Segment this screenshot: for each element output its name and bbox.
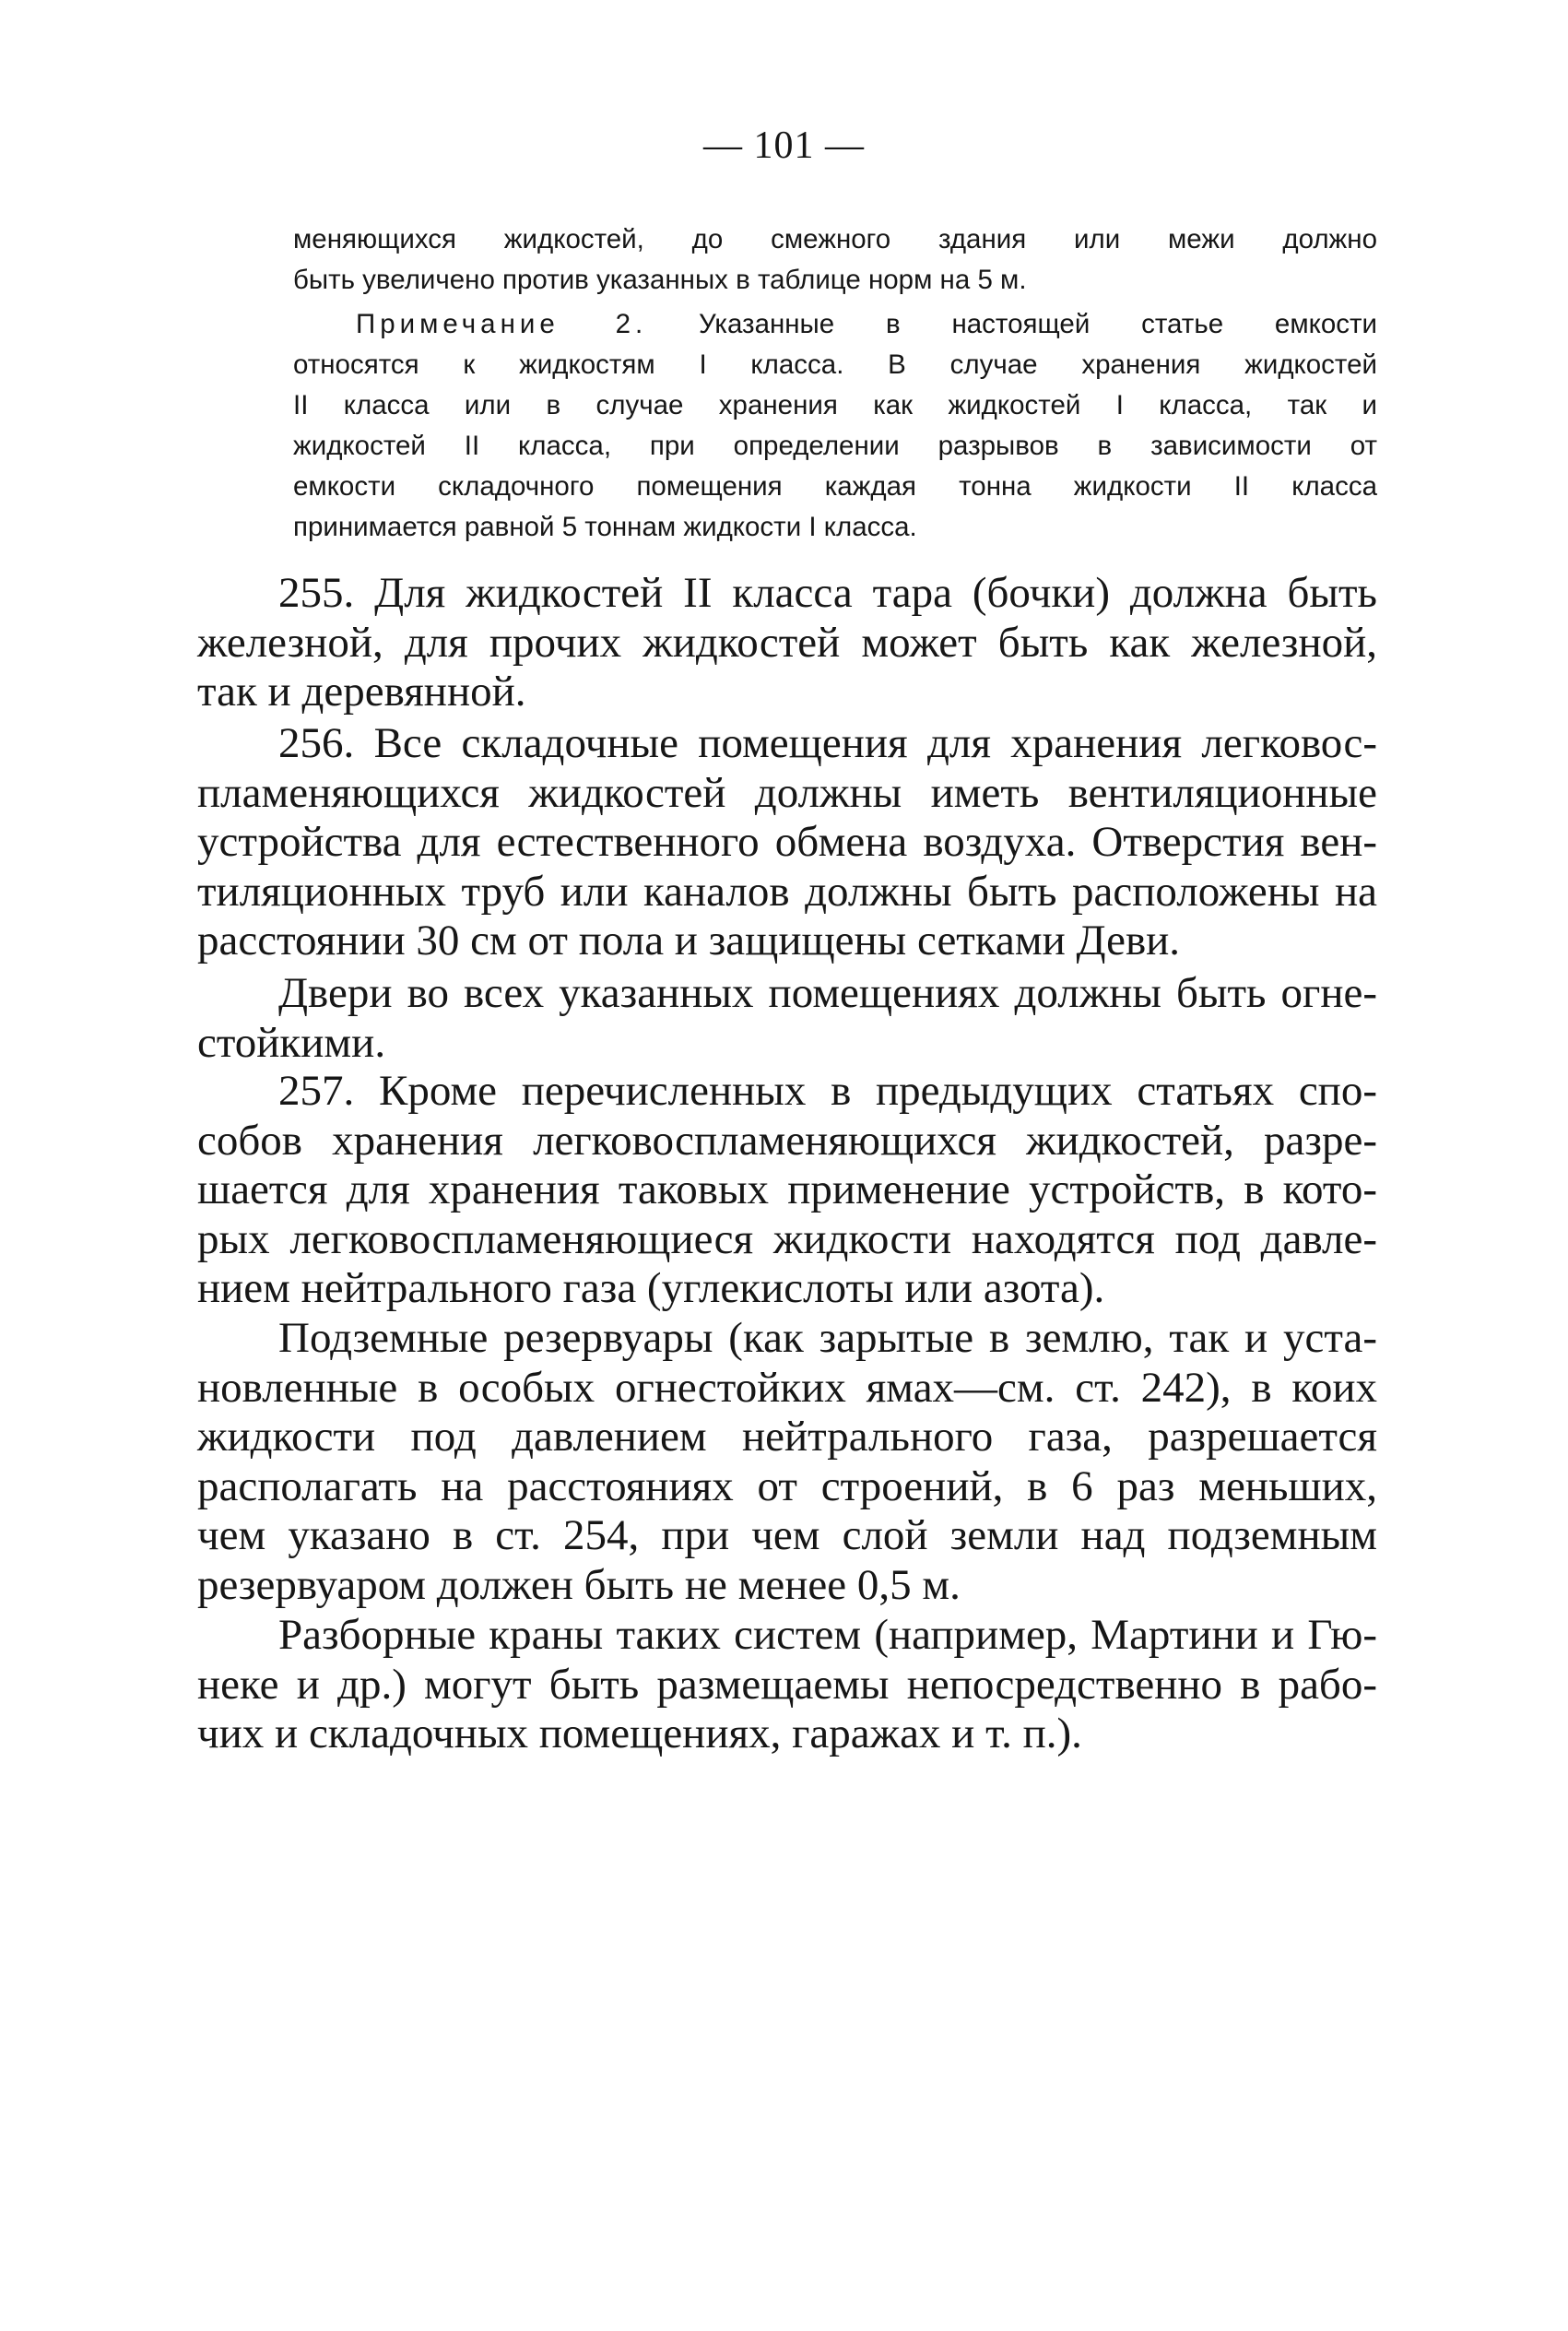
text-line: 256. Все складочные помещения для хранения легковос- [278,719,1377,767]
text-line: быть увеличено против указанных в таблице норм на 5 м. [293,265,1027,295]
text-line: новленные в особых огнестойких ямах—см. ст. 242), в коих [197,1363,1377,1412]
article-257-taps [197,1611,1377,1759]
text-line: емкости складочного помещения каждая тонна жидкости II класса [293,471,1377,502]
text-line [293,304,1377,345]
text-line: жидкости под давлением нейтрального газа, разрешается [197,1413,1377,1461]
text-line: располагать на расстояниях от строений, в 6 раз меньших, [197,1461,1377,1510]
text-line: чем указано в ст. 254, при чем слой земли над подземным [197,1511,1377,1559]
text-line: относятся к жидкостям I класса. В случае хранения жидкостей [293,349,1377,380]
text-line: пламеняющихся жидкостей должны иметь вентиляционные [197,768,1377,817]
text-line: жидкостей II класса, при определении разрывов в зависимости от [293,431,1377,461]
text-line: Подземные резервуары (как зарытые в землю, так и уста- [278,1314,1377,1362]
note-label: Примечание 2. [356,309,648,339]
text-line: устройства для естественного обмена воздуха. Отверстия вен- [197,818,1377,866]
text-line: шается для хранения таковых применение устройств, в кото- [197,1166,1377,1213]
text-line: нием нейтрального газа (углекислоты или азота). [197,1264,1105,1312]
article-257 [197,1067,1377,1314]
text-line: тиляционных труб или каналов должны быть расположены на [197,867,1377,916]
text-line: 255. Для жидкостей II класса тара (бочки) должна быть [278,569,1377,617]
text-line: II класса или в случае хранения как жидкостей I класса, так и [293,390,1377,420]
note-continuation [293,219,1377,301]
text-line: стойкими. [197,1018,386,1067]
note-text: Указанные в настоящей статье емкости [699,309,1377,339]
text-line: железной, для прочих жидкостей может быть как железной, [197,618,1377,667]
text-line: собов хранения легковоспламеняющихся жидкостей, разре- [197,1116,1377,1165]
text-line: 257. Кроме перечисленных в предыдущих статьях спо- [278,1067,1377,1115]
page-number: — 101 — [703,124,865,167]
text-line: чих и складочных помещениях, гаражах и т. п.). [197,1710,1082,1757]
text-line: Разборные краны таких систем (например, Мартини и Гю- [278,1611,1377,1659]
text-line: меняющихся жидкостей, до смежного здания или межи должно [293,224,1377,254]
text-line: Двери во всех указанных помещениях должны быть огне- [278,969,1377,1017]
article-256-doors [197,969,1377,1068]
text-line: принимается равной 5 тоннам жидкости I класса. [293,512,917,542]
note-2 [293,304,1377,548]
article-256 [197,719,1377,966]
text-line: рых легковоспламеняющиеся жидкости находятся под давле- [197,1214,1377,1263]
article-255 [197,569,1377,717]
text-line: неке и др.) могут быть размещаемы непосредственно в рабо- [197,1660,1377,1709]
article-257-underground [197,1314,1377,1610]
text-line: резервуаром должен быть не менее 0,5 м. [197,1560,961,1609]
text-line: так и деревянной. [197,668,526,716]
text-line: расстоянии 30 см от пола и защищены сетками Деви. [197,917,1181,964]
